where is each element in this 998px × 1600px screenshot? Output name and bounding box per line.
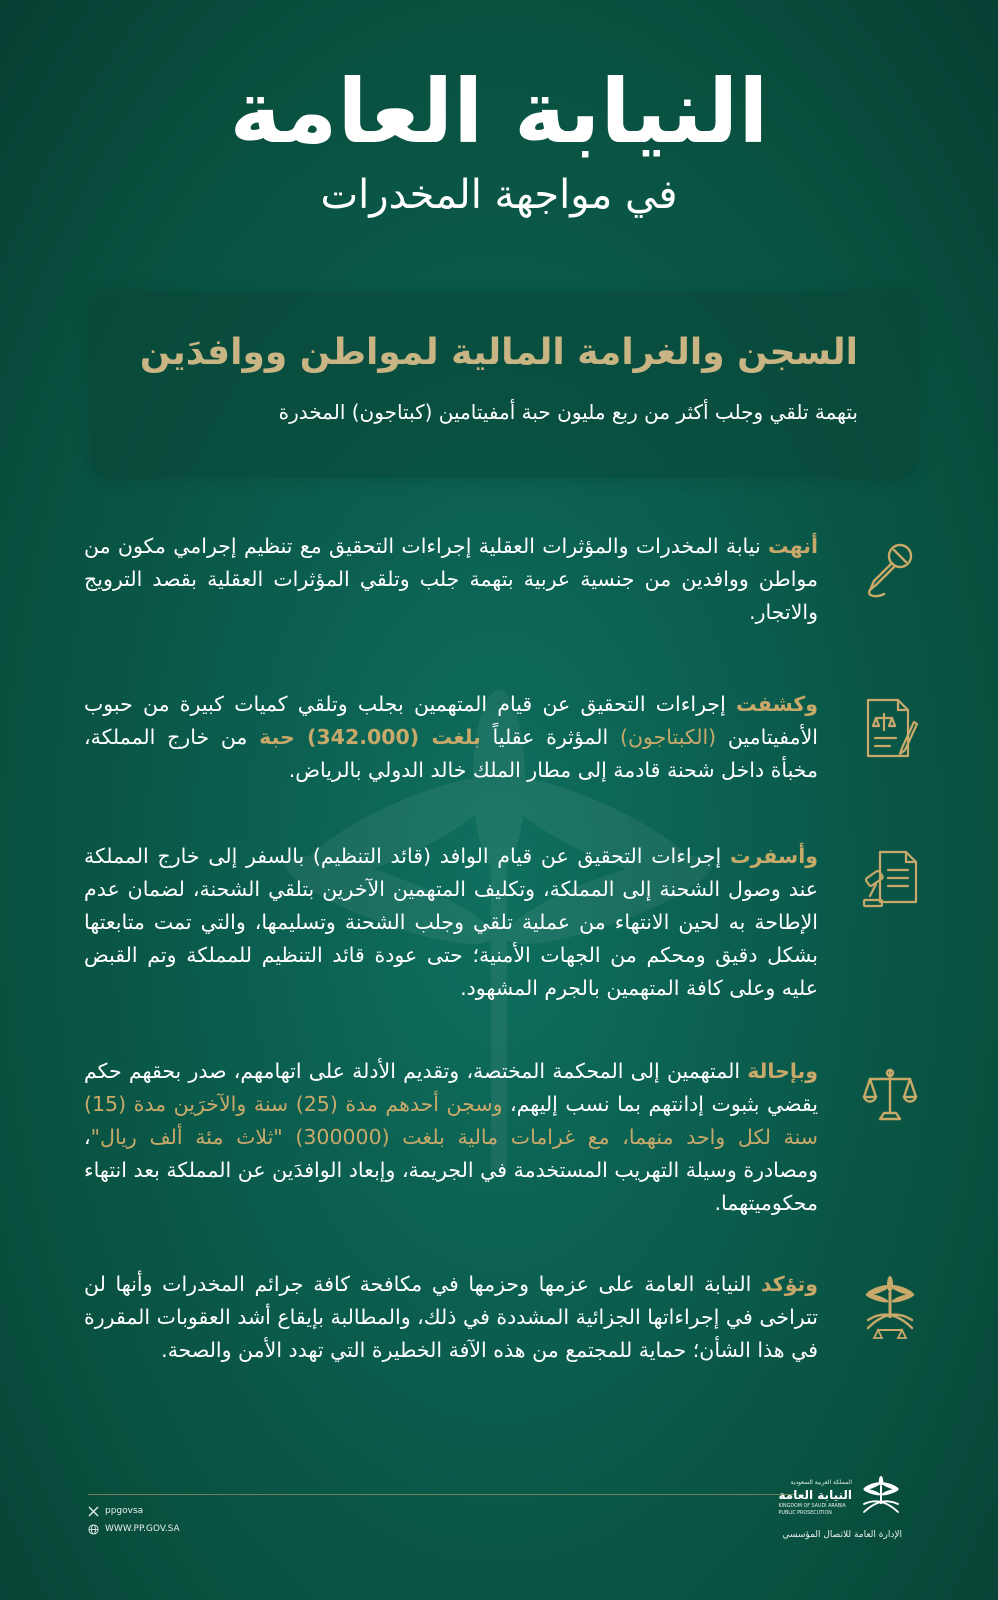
section-highlight: (الكبتاجون) [619, 725, 717, 749]
section-paragraph [84, 688, 818, 787]
organization-logo [772, 1470, 902, 1550]
headline-title: السجن والغرامة المالية لمواطن ووافدَين [139, 332, 858, 373]
footer-divider [88, 1494, 796, 1495]
section-text: نيابة المخدرات والمؤثرات العقلية إجراءات التحقيق مع تنظيم إجرامي مكون من مواطن ووافدين من جنسية عربية بتهمة جلب وتلقي المؤثرات العقلية بقصد الترويج والاتجار. [84, 534, 818, 624]
website-url: WWW.PP.GOV.SA [105, 1524, 180, 1534]
section-text: المتهمين إلى المحكمة المختصة، وتقديم الأدلة على اتهامهم، صدر بحقهم حكم يقضي بثبوت إدانتهم بما نسب إليهم، [84, 1059, 818, 1116]
social-link[interactable] [88, 1502, 180, 1520]
organization-name-en: PUBLIC PROSECUTION [778, 1511, 832, 1516]
palm-swords-scales-icon [862, 1276, 918, 1340]
globe-icon [88, 1524, 99, 1535]
section-lead-word: أنهت [768, 534, 818, 558]
section-text: إجراءات التحقيق عن قيام المتهمين بجلب وتلقي كميات كبيرة من حبوب الأمفيتامين [84, 692, 818, 749]
section-lead-word: وتؤكد [760, 1272, 818, 1296]
section-paragraph [84, 1055, 818, 1220]
section-paragraph [84, 530, 818, 629]
section-text: ، ومصادرة وسيلة التهريب المستخدمة في الجريمة، وإبعاد الوافدَين عن المملكة بعد انتهاء محكوميتهما. [84, 1125, 818, 1215]
organization-name-ar: النيابة العامة [778, 1488, 852, 1502]
section-lead-word: وأسفرت [729, 844, 818, 868]
footer-links [88, 1502, 180, 1538]
gavel-document-icon [862, 848, 918, 912]
headline-card [92, 292, 916, 478]
x-social-icon [88, 1506, 99, 1517]
section-highlight: وسجن أحدهم مدة (25) سنة والآخرَين مدة (15) سنة لكل واحد منهما، مع غرامات مالية بلغت (300000) "ثلاث مئة ألف ريال" [84, 1092, 818, 1149]
section-paragraph [84, 1268, 818, 1367]
section-text: من خارج المملكة، مخبأة داخل شحنة قادمة إلى مطار الملك خالد الدولي بالرياض. [84, 725, 818, 782]
scales-icon [862, 1063, 918, 1127]
kingdom-name-ar: المملكة العربية السعودية [790, 1479, 852, 1486]
microphone-icon [862, 538, 918, 602]
organization-names [779, 1478, 853, 1517]
saudi-emblem-icon [860, 1476, 902, 1518]
page-subtitle: في مواجهة المخدرات [320, 172, 678, 218]
section-text: إجراءات التحقيق عن قيام الوافد (قائد التنظيم) بالسفر إلى خارج المملكة عند وصول الشحنة إلى المملكة، وتكليف المتهمين الآخرين بتلقي الشحنة، لضمان عدم الإطاحة به لحين الانتهاء من عملية تلقي وجلب الشحنة وتسليمها، والتي تمت متابعتها بشكل دقيق ومحكم من الجهات الأمنية؛ حتى عودة قائد التنظيم للمملكة وتم القبض عليه وعلى كافة المتهمين بالجرم المشهود. [84, 844, 818, 1000]
section-highlight: بلغت (342.000) حبة [259, 725, 481, 749]
section-lead-word: وبإحالة [747, 1059, 818, 1083]
department-name: الإدارة العامة للاتصال المؤسسي [782, 1530, 902, 1540]
page-title: النيابة العامة [229, 60, 769, 163]
social-handle: ppgovsa [105, 1506, 144, 1516]
website-link[interactable] [88, 1520, 180, 1538]
section-text: المؤثرة عقلياً [480, 725, 620, 749]
section-paragraph [84, 840, 818, 1005]
section-text: النيابة العامة على عزمها وحزمها في مكافحة كافة جرائم المخدرات وأنها لن تتراخى في إجراءاتها الجزائية المشددة في ذلك، والمطالبة بإيقاع أشد العقوبات المقررة في هذا الشأن؛ حماية للمجتمع من هذه الآفة الخطيرة التي تهدد الأمن والصحة. [84, 1272, 818, 1362]
section-lead-word: وكشفت [736, 692, 818, 716]
kingdom-name-en: KINGDOM OF SAUDI ARABIA [778, 1504, 846, 1509]
document-scales-icon [862, 696, 918, 760]
headline-subtitle: بتهمة تلقي وجلب أكثر من ربع مليون حبة أمفيتامين (كبتاجون) المخدرة [278, 400, 858, 424]
